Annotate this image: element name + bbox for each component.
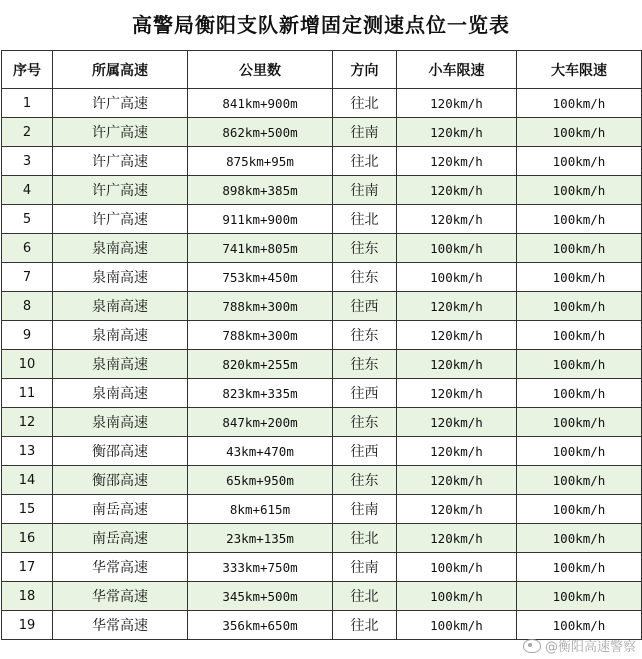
cell-car-limit: 120km/h: [397, 321, 517, 350]
cell-kilometer: 43km+470m: [188, 437, 333, 466]
cell-car-limit: 120km/h: [397, 89, 517, 118]
cell-truck-limit: 100km/h: [517, 89, 642, 118]
cell-car-limit: 120km/h: [397, 495, 517, 524]
cell-car-limit: 120km/h: [397, 205, 517, 234]
cell-kilometer: 898km+385m: [188, 176, 333, 205]
cell-index: 13: [2, 437, 53, 466]
cell-car-limit: 100km/h: [397, 263, 517, 292]
cell-highway: 泉南高速: [53, 350, 188, 379]
cell-index: 7: [2, 263, 53, 292]
cell-index: 18: [2, 582, 53, 611]
cell-index: 15: [2, 495, 53, 524]
table-row: [2, 437, 642, 466]
cell-highway: 许广高速: [53, 205, 188, 234]
cell-index: 17: [2, 553, 53, 582]
watermark-text: @衡阳高速警察: [544, 640, 636, 655]
cell-truck-limit: 100km/h: [517, 553, 642, 582]
cell-truck-limit: 100km/h: [517, 495, 642, 524]
cell-highway: 许广高速: [53, 89, 188, 118]
cell-index: 9: [2, 321, 53, 350]
table-row: [2, 234, 642, 263]
cell-car-limit: 100km/h: [397, 234, 517, 263]
table-row: [2, 147, 642, 176]
cell-direction: 往北: [333, 611, 397, 640]
cell-highway: 衡邵高速: [53, 437, 188, 466]
cell-index: 16: [2, 524, 53, 553]
cell-kilometer: 23km+135m: [188, 524, 333, 553]
header-truck-limit: 大车限速: [517, 51, 642, 89]
cell-car-limit: 100km/h: [397, 582, 517, 611]
cell-kilometer: 911km+900m: [188, 205, 333, 234]
cell-kilometer: 333km+750m: [188, 553, 333, 582]
cell-index: 10: [2, 350, 53, 379]
cell-car-limit: 120km/h: [397, 176, 517, 205]
watermark: [523, 636, 636, 655]
cell-direction: 往北: [333, 582, 397, 611]
cell-index: 3: [2, 147, 53, 176]
cell-index: 2: [2, 118, 53, 147]
table-row: [2, 263, 642, 292]
table-row: [2, 379, 642, 408]
cell-direction: 往北: [333, 89, 397, 118]
page-title: 高警局衡阳支队新增固定测速点位一览表: [132, 13, 510, 37]
cell-kilometer: 847km+200m: [188, 408, 333, 437]
cell-car-limit: 120km/h: [397, 147, 517, 176]
cell-direction: 往北: [333, 147, 397, 176]
cell-car-limit: 120km/h: [397, 437, 517, 466]
cell-direction: 往北: [333, 524, 397, 553]
table-row: [2, 205, 642, 234]
cell-kilometer: 788km+300m: [188, 292, 333, 321]
cell-truck-limit: 100km/h: [517, 350, 642, 379]
cell-kilometer: 820km+255m: [188, 350, 333, 379]
cell-highway: 华常高速: [53, 611, 188, 640]
cell-direction: 往北: [333, 205, 397, 234]
cell-index: 1: [2, 89, 53, 118]
cell-kilometer: 841km+900m: [188, 89, 333, 118]
table-header-row: [2, 51, 642, 89]
cell-car-limit: 120km/h: [397, 350, 517, 379]
cell-direction: 往南: [333, 553, 397, 582]
table-row: [2, 89, 642, 118]
cell-kilometer: 345km+500m: [188, 582, 333, 611]
cell-car-limit: 120km/h: [397, 118, 517, 147]
cell-direction: 往西: [333, 292, 397, 321]
cell-highway: 泉南高速: [53, 234, 188, 263]
cell-kilometer: 823km+335m: [188, 379, 333, 408]
cell-truck-limit: 100km/h: [517, 176, 642, 205]
cell-direction: 往南: [333, 176, 397, 205]
cell-index: 19: [2, 611, 53, 640]
speed-camera-table: [1, 50, 642, 640]
cell-car-limit: 120km/h: [397, 408, 517, 437]
cell-direction: 往东: [333, 321, 397, 350]
cell-direction: 往东: [333, 263, 397, 292]
table-row: [2, 466, 642, 495]
cell-car-limit: 120km/h: [397, 379, 517, 408]
cell-car-limit: 100km/h: [397, 553, 517, 582]
cell-direction: 往南: [333, 495, 397, 524]
cell-truck-limit: 100km/h: [517, 234, 642, 263]
cell-highway: 衡邵高速: [53, 466, 188, 495]
cell-kilometer: 788km+300m: [188, 321, 333, 350]
header-index: 序号: [2, 51, 53, 89]
header-kilometer: 公里数: [188, 51, 333, 89]
cell-index: 6: [2, 234, 53, 263]
cell-truck-limit: 100km/h: [517, 524, 642, 553]
cell-kilometer: 862km+500m: [188, 118, 333, 147]
cell-truck-limit: 100km/h: [517, 292, 642, 321]
cell-kilometer: 356km+650m: [188, 611, 333, 640]
cell-highway: 泉南高速: [53, 263, 188, 292]
cell-direction: 往南: [333, 118, 397, 147]
cell-truck-limit: 100km/h: [517, 118, 642, 147]
cell-highway: 泉南高速: [53, 321, 188, 350]
cell-index: 14: [2, 466, 53, 495]
cell-kilometer: 753km+450m: [188, 263, 333, 292]
cell-highway: 许广高速: [53, 147, 188, 176]
cell-car-limit: 100km/h: [397, 611, 517, 640]
table-row: [2, 292, 642, 321]
table-row: [2, 553, 642, 582]
cell-direction: 往西: [333, 379, 397, 408]
cell-truck-limit: 100km/h: [517, 205, 642, 234]
cell-highway: 泉南高速: [53, 379, 188, 408]
table-row: [2, 321, 642, 350]
table-row: [2, 350, 642, 379]
cell-truck-limit: 100km/h: [517, 408, 642, 437]
cell-highway: 许广高速: [53, 118, 188, 147]
cell-truck-limit: 100km/h: [517, 611, 642, 640]
cell-index: 4: [2, 176, 53, 205]
table-row: [2, 582, 642, 611]
header-car-limit: 小车限速: [397, 51, 517, 89]
header-direction: 方向: [333, 51, 397, 89]
cell-kilometer: 741km+805m: [188, 234, 333, 263]
cell-index: 8: [2, 292, 53, 321]
cell-kilometer: 65km+950m: [188, 466, 333, 495]
cell-highway: 南岳高速: [53, 524, 188, 553]
cell-truck-limit: 100km/h: [517, 147, 642, 176]
cell-truck-limit: 100km/h: [517, 466, 642, 495]
header-highway: 所属高速: [53, 51, 188, 89]
cell-direction: 往东: [333, 350, 397, 379]
cell-highway: 泉南高速: [53, 408, 188, 437]
table-row: [2, 495, 642, 524]
cell-index: 12: [2, 408, 53, 437]
table-row: [2, 118, 642, 147]
cell-car-limit: 120km/h: [397, 524, 517, 553]
table-row: [2, 408, 642, 437]
table-body: [2, 89, 642, 640]
weibo-icon: [523, 639, 541, 653]
cell-highway: 南岳高速: [53, 495, 188, 524]
cell-car-limit: 120km/h: [397, 292, 517, 321]
cell-index: 5: [2, 205, 53, 234]
cell-truck-limit: 100km/h: [517, 263, 642, 292]
cell-highway: 华常高速: [53, 553, 188, 582]
cell-car-limit: 120km/h: [397, 466, 517, 495]
cell-truck-limit: 100km/h: [517, 379, 642, 408]
cell-truck-limit: 100km/h: [517, 582, 642, 611]
table-row: [2, 176, 642, 205]
cell-truck-limit: 100km/h: [517, 321, 642, 350]
cell-highway: 许广高速: [53, 176, 188, 205]
cell-kilometer: 875km+95m: [188, 147, 333, 176]
table-row: [2, 524, 642, 553]
cell-direction: 往东: [333, 408, 397, 437]
cell-direction: 往东: [333, 466, 397, 495]
cell-highway: 泉南高速: [53, 292, 188, 321]
cell-kilometer: 8km+615m: [188, 495, 333, 524]
cell-direction: 往西: [333, 437, 397, 466]
cell-index: 11: [2, 379, 53, 408]
cell-direction: 往东: [333, 234, 397, 263]
cell-truck-limit: 100km/h: [517, 437, 642, 466]
cell-highway: 华常高速: [53, 582, 188, 611]
